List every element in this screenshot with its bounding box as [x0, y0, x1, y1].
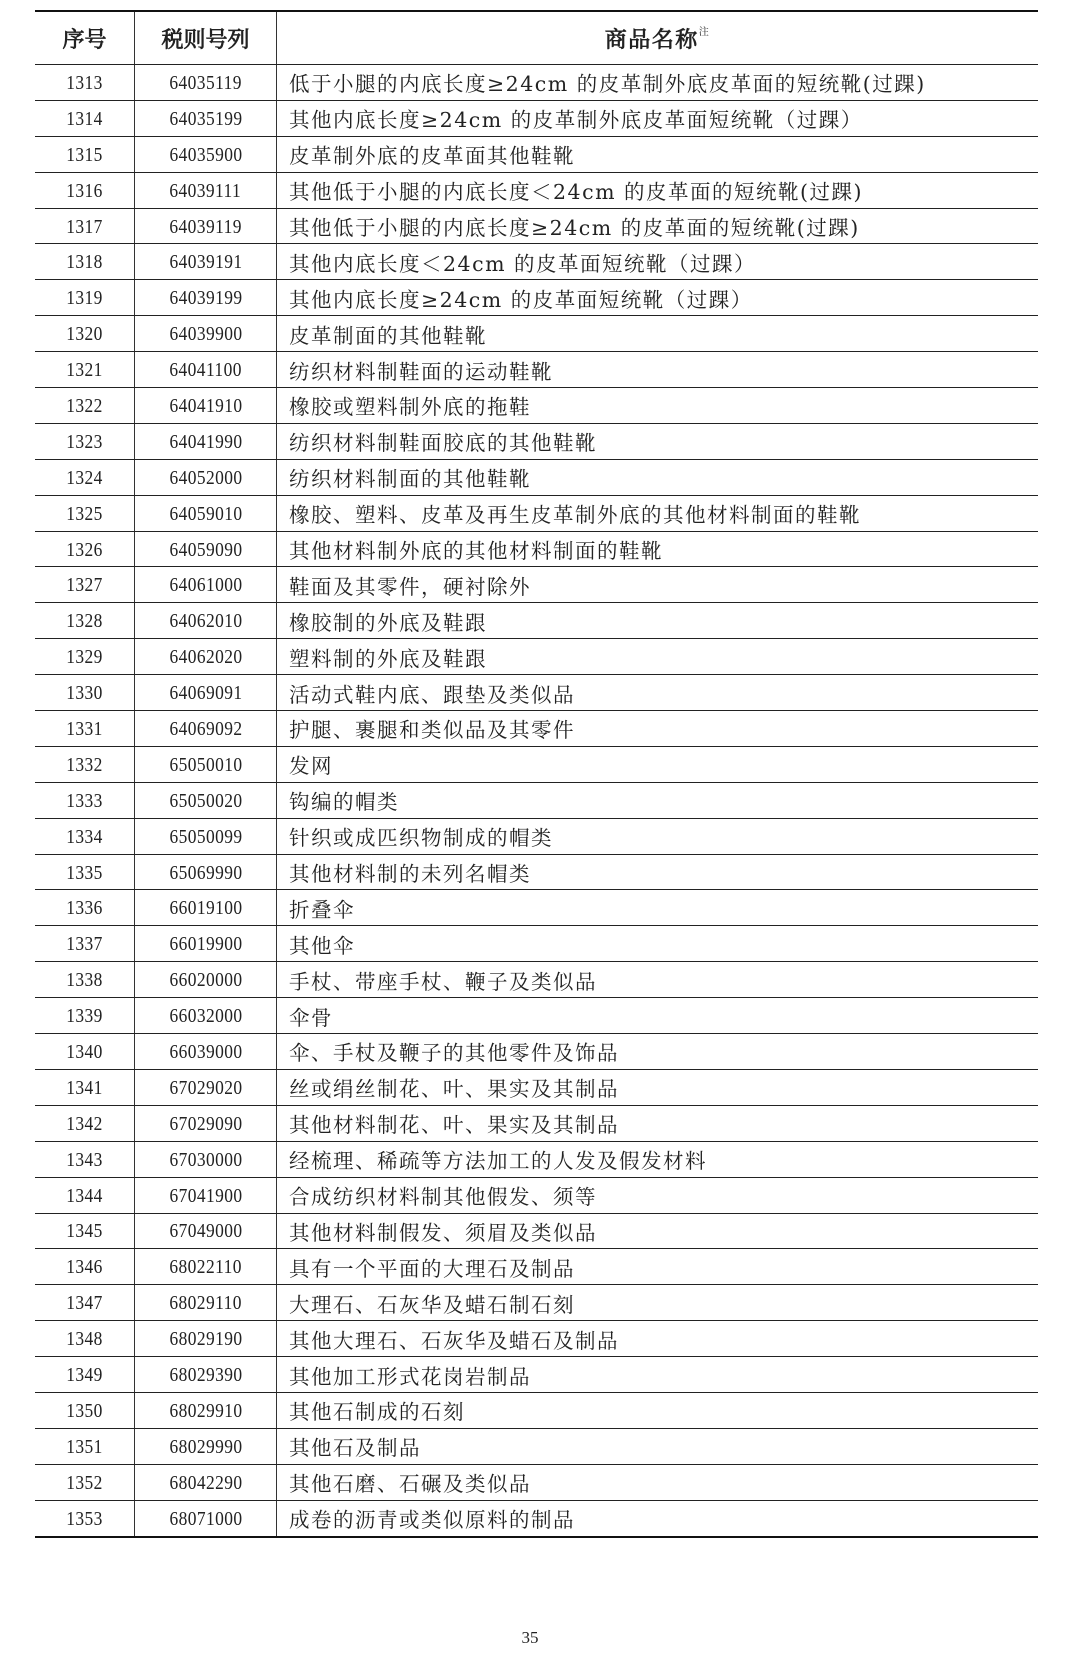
cell-seq: [35, 100, 135, 136]
cell-seq: [35, 567, 135, 603]
seq-text: 1348: [66, 1328, 103, 1351]
table-row: [35, 136, 1038, 172]
cell-name: 塑料制的外底及鞋跟: [277, 639, 1039, 675]
header-seq: 序号: [35, 11, 135, 65]
table-row: [35, 1392, 1038, 1428]
seq-text: 1351: [66, 1435, 103, 1458]
table-row: [35, 675, 1038, 711]
code-text: 66019900: [168, 933, 243, 956]
cell-name: 活动式鞋内底、跟垫及类似品: [277, 675, 1039, 711]
table-row: [35, 962, 1038, 998]
cell-seq: [35, 962, 135, 998]
cell-name: 大理石、石灰华及蜡石制石刻: [277, 1285, 1039, 1321]
cell-seq: [35, 639, 135, 675]
seq-text: 1350: [66, 1399, 103, 1422]
cell-seq: [35, 818, 135, 854]
cell-code: [135, 567, 277, 603]
seq-text: 1326: [66, 538, 103, 561]
cell-seq: [35, 280, 135, 316]
cell-code: [135, 1069, 277, 1105]
cell-seq: [35, 998, 135, 1034]
seq-text: 1319: [66, 287, 103, 310]
code-text: 64069092: [168, 717, 243, 740]
table-row: [35, 423, 1038, 459]
seq-text: 1335: [66, 861, 103, 884]
cell-code: [135, 675, 277, 711]
code-text: 64062010: [168, 610, 243, 633]
table-row: [35, 352, 1038, 388]
table-body: [35, 65, 1038, 1537]
seq-text: 1331: [66, 717, 103, 740]
table-row: [35, 639, 1038, 675]
cell-name: 其他材料制的未列名帽类: [277, 854, 1039, 890]
cell-name: 其他内底长度≥24cm 的皮革面短统靴（过踝）: [277, 280, 1039, 316]
table-row: [35, 603, 1038, 639]
seq-text: 1344: [66, 1184, 103, 1207]
cell-seq: [35, 1249, 135, 1285]
cell-name: 纺织材料制鞋面胶底的其他鞋靴: [277, 423, 1039, 459]
tariff-table: [35, 10, 1038, 1538]
table-row: [35, 1428, 1038, 1464]
seq-text: 1324: [66, 466, 103, 489]
code-text: 68029910: [168, 1399, 243, 1422]
cell-seq: [35, 388, 135, 424]
code-text: 64039199: [168, 287, 243, 310]
cell-code: [135, 423, 277, 459]
cell-name: 其他材料制花、叶、果实及其制品: [277, 1105, 1039, 1141]
table-row: [35, 1213, 1038, 1249]
seq-text: 1327: [66, 574, 103, 597]
code-text: 66039000: [168, 1040, 243, 1063]
cell-seq: [35, 926, 135, 962]
cell-name: 具有一个平面的大理石及制品: [277, 1249, 1039, 1285]
cell-code: [135, 711, 277, 747]
table-row: [35, 65, 1038, 101]
cell-name: 经梳理、稀疏等方法加工的人发及假发材料: [277, 1141, 1039, 1177]
code-text: 66019100: [168, 897, 243, 920]
cell-name: 其他低于小腿的内底长度≥24cm 的皮革面的短统靴(过踝): [277, 208, 1039, 244]
cell-name: 皮革制外底的皮革面其他鞋靴: [277, 136, 1039, 172]
cell-name: 纺织材料制面的其他鞋靴: [277, 459, 1039, 495]
table-row: [35, 1321, 1038, 1357]
code-text: 64035900: [168, 143, 243, 166]
cell-seq: [35, 495, 135, 531]
cell-code: [135, 1392, 277, 1428]
cell-code: [135, 280, 277, 316]
cell-code: [135, 531, 277, 567]
seq-text: 1346: [66, 1256, 103, 1279]
seq-text: 1315: [66, 143, 103, 166]
code-text: 65069990: [168, 861, 243, 884]
cell-seq: [35, 244, 135, 280]
cell-seq: [35, 1177, 135, 1213]
table-row: [35, 1141, 1038, 1177]
code-text: 67041900: [168, 1184, 243, 1207]
cell-code: [135, 1500, 277, 1536]
cell-name: 成卷的沥青或类似原料的制品: [277, 1500, 1039, 1536]
seq-text: 1313: [66, 71, 103, 94]
seq-text: 1345: [66, 1220, 103, 1243]
cell-seq: [35, 1034, 135, 1070]
cell-code: [135, 782, 277, 818]
table-row: [35, 316, 1038, 352]
code-text: 68029110: [169, 1292, 242, 1315]
header-name: [277, 11, 1039, 65]
cell-code: [135, 746, 277, 782]
cell-seq: [35, 782, 135, 818]
table-row: [35, 746, 1038, 782]
table-row: [35, 818, 1038, 854]
seq-text: 1341: [66, 1076, 103, 1099]
seq-text: 1347: [66, 1292, 103, 1315]
cell-seq: [35, 459, 135, 495]
cell-code: [135, 495, 277, 531]
table-row: [35, 244, 1038, 280]
cell-name: 发网: [277, 746, 1039, 782]
cell-name: 其他材料制假发、须眉及类似品: [277, 1213, 1039, 1249]
code-text: 68029990: [168, 1435, 243, 1458]
cell-code: [135, 639, 277, 675]
cell-code: [135, 65, 277, 101]
table-row: [35, 782, 1038, 818]
cell-name: 低于小腿的内底长度≥24cm 的皮革制外底皮革面的短统靴(过踝): [277, 65, 1039, 101]
cell-name: 其他大理石、石灰华及蜡石及制品: [277, 1321, 1039, 1357]
cell-name: 其他材料制外底的其他材料制面的鞋靴: [277, 531, 1039, 567]
table-row: [35, 711, 1038, 747]
table-row: [35, 1034, 1038, 1070]
cell-seq: [35, 352, 135, 388]
table-row: [35, 1177, 1038, 1213]
cell-seq: [35, 65, 135, 101]
seq-text: 1325: [66, 502, 103, 525]
seq-text: 1329: [66, 646, 103, 669]
cell-name: 其他石磨、石碾及类似品: [277, 1464, 1039, 1500]
cell-code: [135, 998, 277, 1034]
seq-text: 1314: [66, 107, 103, 130]
code-text: 64052000: [168, 466, 243, 489]
code-text: 67030000: [168, 1148, 243, 1171]
cell-code: [135, 603, 277, 639]
cell-code: [135, 316, 277, 352]
code-text: 64039191: [168, 251, 243, 274]
header-code: 税则号列: [135, 11, 277, 65]
cell-code: [135, 1213, 277, 1249]
cell-seq: [35, 603, 135, 639]
code-text: 67049000: [168, 1220, 243, 1243]
seq-text: 1339: [66, 1005, 103, 1028]
cell-name: 其他伞: [277, 926, 1039, 962]
table-row: [35, 567, 1038, 603]
cell-code: [135, 1249, 277, 1285]
code-text: 64035199: [168, 107, 243, 130]
cell-code: [135, 962, 277, 998]
code-text: 65050099: [168, 825, 243, 848]
cell-seq: [35, 1069, 135, 1105]
table-row: [35, 926, 1038, 962]
cell-name: 其他加工形式花岗岩制品: [277, 1357, 1039, 1393]
cell-seq: [35, 890, 135, 926]
table-row: [35, 1249, 1038, 1285]
seq-text: 1320: [66, 323, 103, 346]
seq-text: 1342: [66, 1112, 103, 1135]
cell-name: 丝或绢丝制花、叶、果实及其制品: [277, 1069, 1039, 1105]
header-name-label: 商品名称: [604, 27, 699, 53]
cell-seq: [35, 1357, 135, 1393]
seq-text: 1337: [66, 933, 103, 956]
seq-text: 1336: [66, 897, 103, 920]
cell-name: 其他低于小腿的内底长度＜24cm 的皮革面的短统靴(过踝): [277, 172, 1039, 208]
table-row: [35, 280, 1038, 316]
code-text: 66032000: [168, 1005, 243, 1028]
code-text: 65050010: [168, 753, 243, 776]
seq-text: 1323: [66, 430, 103, 453]
cell-code: [135, 352, 277, 388]
table-row: [35, 531, 1038, 567]
seq-text: 1338: [66, 969, 103, 992]
cell-code: [135, 1357, 277, 1393]
cell-name: 钩编的帽类: [277, 782, 1039, 818]
cell-code: [135, 1428, 277, 1464]
cell-seq: [35, 1321, 135, 1357]
cell-seq: [35, 675, 135, 711]
cell-name: 其他内底长度≥24cm 的皮革制外底皮革面短统靴（过踝）: [277, 100, 1039, 136]
cell-name: 皮革制面的其他鞋靴: [277, 316, 1039, 352]
cell-seq: [35, 136, 135, 172]
cell-name: 伞骨: [277, 998, 1039, 1034]
cell-code: [135, 136, 277, 172]
seq-text: 1330: [66, 682, 103, 705]
seq-text: 1322: [66, 394, 103, 417]
seq-text: 1321: [66, 359, 103, 382]
cell-code: [135, 1464, 277, 1500]
code-text: 68029390: [168, 1364, 243, 1386]
table-row: [35, 495, 1038, 531]
cell-name: 橡胶制的外底及鞋跟: [277, 603, 1039, 639]
table-row: [35, 1500, 1038, 1536]
code-text: 64062020: [168, 646, 243, 669]
cell-name: 伞、手杖及鞭子的其他零件及饰品: [277, 1034, 1039, 1070]
code-text: 64039119: [169, 215, 242, 238]
code-text: 68042290: [168, 1471, 243, 1494]
cell-code: [135, 388, 277, 424]
table-row: [35, 1069, 1038, 1105]
cell-code: [135, 890, 277, 926]
cell-seq: [35, 1428, 135, 1464]
cell-name: 其他石制成的石刻: [277, 1392, 1039, 1428]
seq-text: 1343: [66, 1148, 103, 1171]
cell-code: [135, 1177, 277, 1213]
table-row: [35, 854, 1038, 890]
cell-name: 橡胶或塑料制外底的拖鞋: [277, 388, 1039, 424]
code-text: 64059010: [168, 502, 243, 525]
table-row: [35, 100, 1038, 136]
seq-text: 1332: [66, 753, 103, 776]
cell-seq: [35, 1500, 135, 1536]
cell-seq: [35, 1392, 135, 1428]
seq-text: 1316: [66, 179, 103, 202]
cell-code: [135, 100, 277, 136]
cell-name: 合成纺织材料制其他假发、须等: [277, 1177, 1039, 1213]
code-text: 68071000: [168, 1507, 243, 1530]
code-text: 64041910: [168, 394, 243, 417]
code-text: 67029020: [168, 1076, 243, 1099]
code-text: 64039900: [168, 323, 243, 346]
cell-seq: [35, 316, 135, 352]
cell-seq: [35, 854, 135, 890]
header-name-note: 注: [698, 26, 711, 38]
code-text: 66020000: [168, 969, 243, 992]
code-text: 64039111: [169, 179, 242, 202]
cell-code: [135, 854, 277, 890]
cell-seq: [35, 1285, 135, 1321]
cell-name: 其他石及制品: [277, 1428, 1039, 1464]
table-row: [35, 1105, 1038, 1141]
seq-text: 1317: [66, 215, 103, 238]
cell-name: 护腿、裹腿和类似品及其零件: [277, 711, 1039, 747]
code-text: 64061000: [168, 574, 243, 597]
cell-name: 鞋面及其零件，硬衬除外: [277, 567, 1039, 603]
cell-code: [135, 926, 277, 962]
cell-seq: [35, 172, 135, 208]
cell-code: [135, 172, 277, 208]
table-row: [35, 1464, 1038, 1500]
cell-name: 纺织材料制鞋面的运动鞋靴: [277, 352, 1039, 388]
table-header-row: [35, 11, 1038, 65]
table-row: [35, 1285, 1038, 1321]
cell-name: 针织或成匹织物制成的帽类: [277, 818, 1039, 854]
seq-text: 1334: [66, 825, 103, 848]
cell-code: [135, 208, 277, 244]
seq-text: 1340: [66, 1040, 103, 1063]
seq-text: 1349: [66, 1364, 103, 1386]
seq-text: 1333: [66, 789, 103, 812]
code-text: 64059090: [168, 538, 243, 561]
code-text: 64035119: [169, 71, 242, 94]
cell-seq: [35, 1141, 135, 1177]
table-row: [35, 459, 1038, 495]
code-text: 67029090: [168, 1112, 243, 1135]
cell-code: [135, 1321, 277, 1357]
cell-seq: [35, 531, 135, 567]
cell-seq: [35, 1105, 135, 1141]
code-text: 64041990: [168, 430, 243, 453]
cell-seq: [35, 423, 135, 459]
cell-name: 橡胶、塑料、皮革及再生皮革制外底的其他材料制面的鞋靴: [277, 495, 1039, 531]
cell-code: [135, 818, 277, 854]
cell-name: 其他内底长度＜24cm 的皮革面短统靴（过踝）: [277, 244, 1039, 280]
table-row: [35, 388, 1038, 424]
cell-code: [135, 459, 277, 495]
seq-text: 1353: [66, 1507, 103, 1530]
cell-seq: [35, 1213, 135, 1249]
cell-seq: [35, 1464, 135, 1500]
code-text: 64069091: [168, 682, 243, 705]
cell-name: 手杖、带座手杖、鞭子及类似品: [277, 962, 1039, 998]
table-row: [35, 1357, 1038, 1393]
code-text: 68029190: [168, 1328, 243, 1351]
cell-seq: [35, 746, 135, 782]
cell-name: 折叠伞: [277, 890, 1039, 926]
cell-code: [135, 244, 277, 280]
cell-code: [135, 1034, 277, 1070]
seq-text: 1318: [66, 251, 103, 274]
table-row: [35, 998, 1038, 1034]
cell-code: [135, 1285, 277, 1321]
cell-code: [135, 1141, 277, 1177]
code-text: 64041100: [169, 359, 242, 382]
cell-seq: [35, 711, 135, 747]
seq-text: 1352: [66, 1471, 103, 1494]
code-text: 68022110: [169, 1256, 242, 1279]
page-number: 35: [521, 1628, 539, 1647]
cell-seq: [35, 208, 135, 244]
table-row: [35, 890, 1038, 926]
seq-text: 1328: [66, 610, 103, 633]
table-row: [35, 172, 1038, 208]
table-row: [35, 208, 1038, 244]
code-text: 65050020: [168, 789, 243, 812]
cell-code: [135, 1105, 277, 1141]
